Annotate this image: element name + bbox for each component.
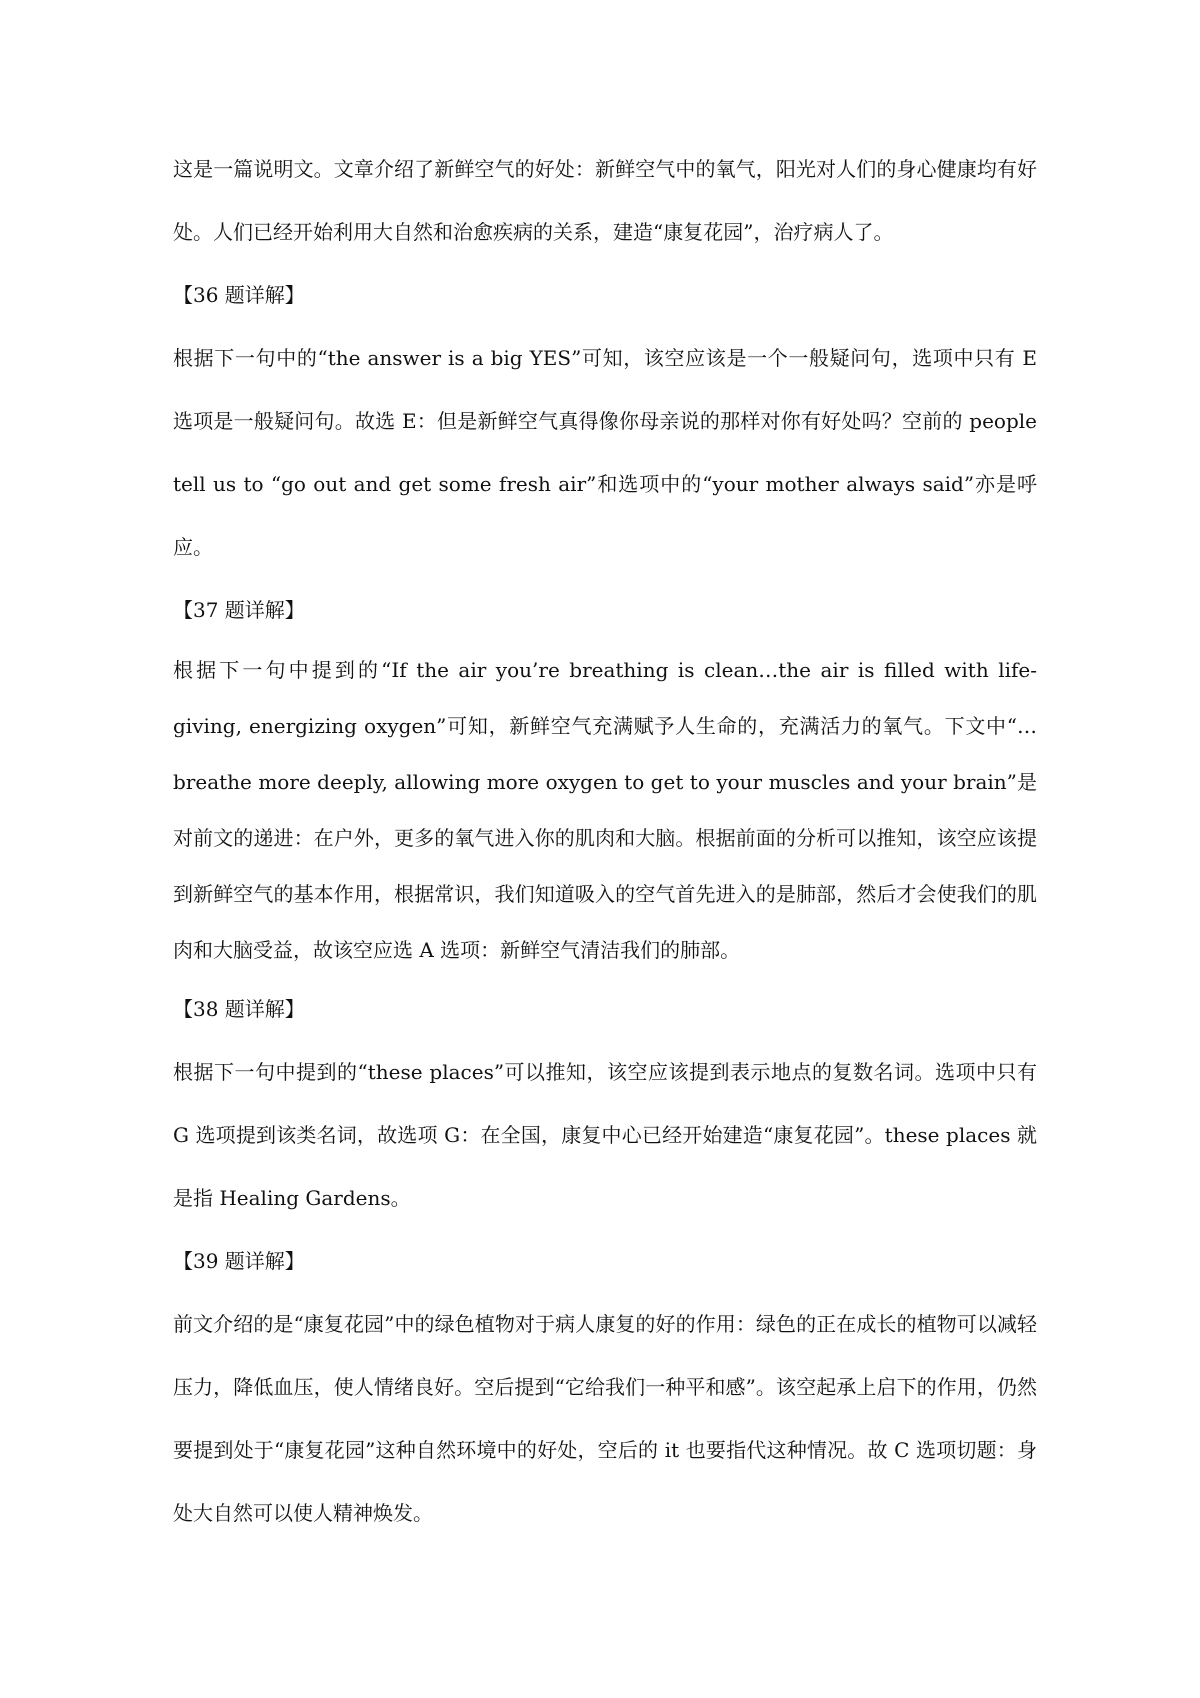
section-37-heading: 【37 题详解】 [173,598,305,622]
document-content [173,138,1037,1545]
section-36-heading: 【36 题详解】 [173,283,305,307]
section-38-body: 根据下一句中提到的“these places”可以推知，该空应该提到表示地点的复数名词。选项中只有 G 选项提到该类名词，故选项 G：在全国，康复中心已经开始建造“康复花园”。these places 就是指 Healing Gardens。 [173,1060,1037,1210]
section-39-body: 前文介绍的是“康复花园”中的绿色植物对于病人康复的好的作用：绿色的正在成长的植物可以减轻压力，降低血压，使人情绪良好。空后提到“它给我们一种平和感”。该空起承上启下的作用，仍然要提到处于“康复花园”这种自然环境中的好处，空后的 it 也要指代这种情况。故 C 选项切题：身处大自然可以使人精神焕发。 [173,1312,1037,1525]
section-39-heading: 【39 题详解】 [173,1249,305,1273]
intro-paragraph: 这是一篇说明文。文章介绍了新鲜空气的好处：新鲜空气中的氧气，阳光对人们的身心健康均有好处。人们已经开始利用大自然和治愈疾病的关系，建造“康复花园”，治疗病人了。 [173,157,1037,244]
section-38-heading: 【38 题详解】 [173,997,305,1021]
section-36-body: 根据下一句中的“the answer is a big YES”可知，该空应该是一个一般疑问句，选项中只有 E 选项是一般疑问句。故选 E：但是新鲜空气真得像你母亲说的那样对你有好处吗？空前的 people tell us to “go out and get some fresh air”和选项中的“your mother always said”亦是呼应。 [173,346,1037,559]
section-37-body: 根据下一句中提到的“If the air you’re breathing is clean…the air is filled with life-giving, energizing oxygen”可知，新鲜空气充满赋予人生命的，充满活力的氧气。下文中“…breathe more deeply, allowing more oxygen to get to your muscles and your brain”是对前文的递进：在户外，更多的氧气进入你的肌肉和大脑。根据前面的分析可以推知，该空应该提到新鲜空气的基本作用，根据常识，我们知道吸入的空气首先进入的是肺部，然后才会使我们的肌肉和大脑受益，故该空应选 A 选项：新鲜空气清洁我们的肺部。 [173,658,1037,962]
